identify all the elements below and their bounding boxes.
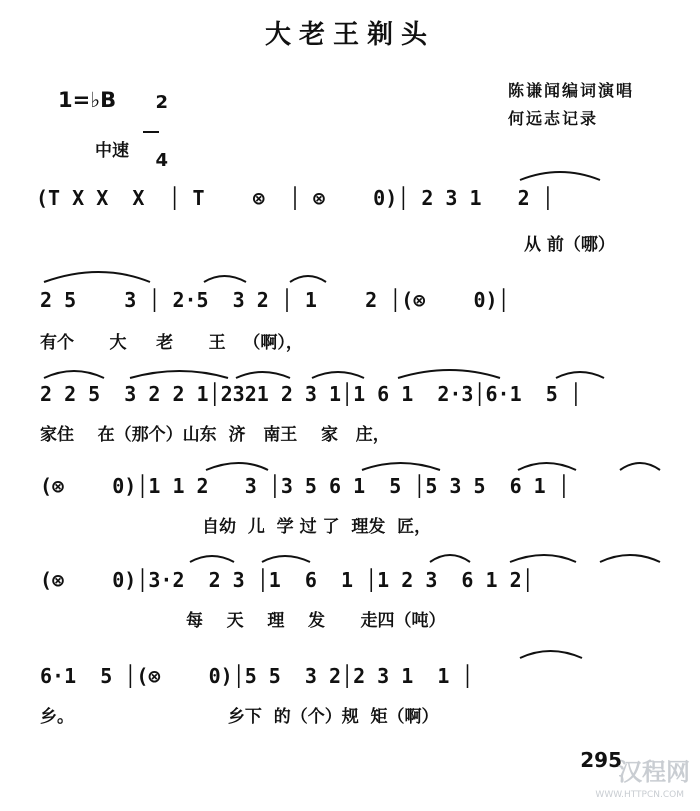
lyric-line-2: 有个 大 老 王 （啊）， [40, 333, 303, 353]
watermark-url: WWW.HTTPCN.COM [595, 790, 684, 800]
tempo-marking: 中速 [95, 141, 129, 161]
credit-transcriber: 何远志记录 [508, 109, 599, 128]
page-number: 295 [580, 748, 622, 772]
lyric-line-6: 乡。 乡下 的（个）规 矩（啊） [40, 707, 439, 727]
notation-line-3: 2 2 5 3 2 2 1│2321 2 3 1│1 6 1 2·3│6·1 5 │ [40, 382, 582, 406]
notation-line-2: 2 5 3 │ 2·5 3 2 │ 1 2 │(⊗ 0)│ [40, 288, 510, 312]
lyric-line-5: 每 天 理 发 走四（吨） [186, 611, 446, 631]
lyric-line-4: 自幼 儿 学 过 了 理发 匠， [202, 517, 432, 537]
time-signature-bottom: 4 [155, 150, 169, 171]
time-signature-top: 2 [155, 92, 169, 113]
notation-line-6: 6·1 5 │(⊗ 0)│5 5 3 2│2 3 1 1 │ [40, 664, 474, 688]
song-title: 大老王剃头 [264, 20, 435, 50]
watermark-logo: 汉程网 [618, 758, 690, 786]
lyric-line-1: 从 前（哪） [524, 235, 615, 255]
notation-line-1: (T X X X │ T ⊗ │ ⊗ 0)│ 2 3 1 2 │ [36, 186, 554, 210]
key-signature: 1=♭B [58, 88, 117, 112]
credit-lyricist-singer: 陈谦闻编词演唱 [508, 81, 635, 100]
lyric-line-3: 家住 在（那个）山东 济 南王 家 庄， [40, 425, 390, 445]
notation-line-5: (⊗ 0)│3·2 2 3 │1 6 1 │1 2 3 6 1 2│ [40, 568, 534, 592]
notation-line-4: (⊗ 0)│1 1 2 3 │3 5 6 1 5 │5 3 5 6 1 │ [40, 474, 570, 498]
